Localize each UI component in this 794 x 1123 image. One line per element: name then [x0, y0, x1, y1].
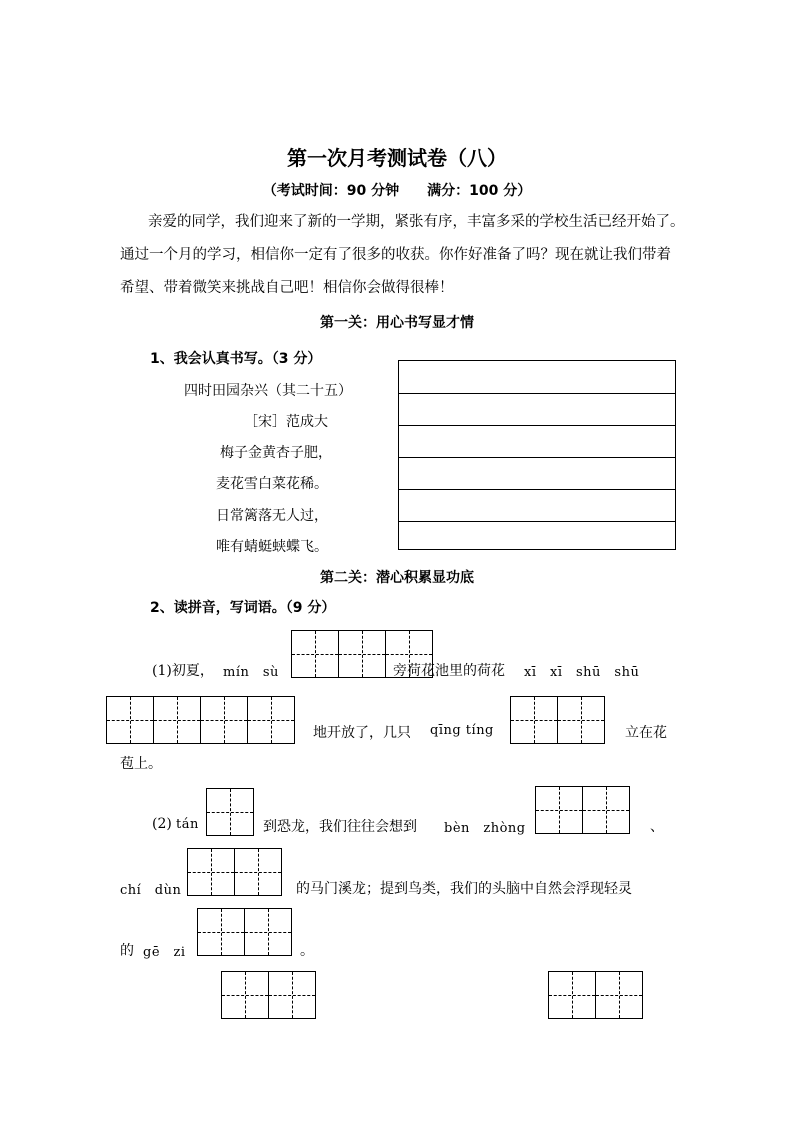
answer-grid-ben-zhong[interactable] [535, 786, 630, 834]
poem-line-3: 日常篱落无人过， [216, 508, 328, 524]
q2-p2-text-b: 到恐龙，我们往往会想到 [263, 819, 417, 835]
question-2-label: 2、读拼音，写词语。（9 分） [150, 600, 336, 616]
answer-grid-chi-dun[interactable] [187, 848, 282, 896]
writing-line [399, 489, 675, 490]
writing-line [399, 393, 675, 394]
pinyin-ge-zi: gē zi [143, 945, 186, 960]
poem-line-2: 麦花雪白菜花稀。 [216, 476, 328, 492]
pinyin-chi-dun: chí dùn [120, 883, 182, 898]
pinyin-xi-shu: xī xī shū shū [524, 665, 640, 680]
q2-p1-text-c: 地开放了，几只 [313, 725, 411, 741]
grid-cell[interactable] [206, 788, 254, 836]
poem-author: ［宋］范成大 [244, 414, 328, 430]
pinyin-ben-zhong: bèn zhòng [444, 821, 526, 836]
pinyin-tan: tán [176, 817, 199, 832]
grid-cell[interactable] [582, 786, 630, 834]
grid-cell[interactable] [338, 630, 386, 678]
q2-p1-text-e: 苞上。 [120, 756, 162, 772]
writing-line [399, 425, 675, 426]
grid-cell[interactable] [291, 630, 339, 678]
writing-line [399, 457, 675, 458]
page-title: 第一次月考测试卷（八） [287, 146, 507, 170]
grid-cell[interactable] [548, 971, 596, 1019]
grid-cell[interactable] [268, 971, 316, 1019]
grid-cell[interactable] [557, 696, 605, 744]
exam-info: （考试时间：90 分钟 满分：100 分） [262, 183, 532, 199]
answer-grid-tan[interactable] [206, 788, 254, 836]
section-1-heading: 第一关：用心书写显才情 [320, 315, 474, 331]
grid-cell[interactable] [510, 696, 558, 744]
grid-cell[interactable] [153, 696, 201, 744]
q2-p2-text-d: 的马门溪龙；提到鸟类，我们的头脑中自然会浮现轻灵 [296, 881, 632, 897]
writing-lines-box[interactable] [398, 360, 676, 550]
intro-line-2: 通过一个月的学习，相信你一定有了很多的收获。你作好准备了吗？现在就让我们带着 [120, 247, 671, 263]
pinyin-min-su: mín sù [223, 665, 279, 680]
section-2-heading: 第二关：潜心积累显功底 [320, 570, 474, 586]
pinyin-qing-ting: qīng tíng [430, 723, 494, 738]
answer-grid-ge-zi[interactable] [197, 908, 292, 956]
q2-p2-text-f: 。 [300, 943, 314, 959]
grid-cell[interactable] [200, 696, 248, 744]
intro-line-3: 希望、带着微笑来挑战自己吧！相信你会做得很棒！ [120, 280, 454, 296]
answer-grid-extra-right[interactable] [548, 971, 643, 1019]
q2-p2-text-e: 的 [120, 943, 134, 959]
poem-line-1: 梅子金黄杏子肥， [220, 445, 332, 461]
grid-cell[interactable] [234, 848, 282, 896]
grid-cell[interactable] [106, 696, 154, 744]
grid-cell[interactable] [197, 908, 245, 956]
q2-p2-text-c: 、 [650, 819, 664, 835]
intro-line-1: 亲爱的同学，我们迎来了新的一学期，紧张有序，丰富多采的学校生活已经开始了。 [148, 214, 685, 230]
answer-grid-qing-ting[interactable] [510, 696, 605, 744]
poem-line-4: 唯有蜻蜓蛱蝶飞。 [216, 539, 328, 555]
grid-cell[interactable] [535, 786, 583, 834]
grid-cell[interactable] [244, 908, 292, 956]
answer-grid-xi-shu[interactable] [106, 696, 295, 744]
q2-p2-text-a: (2) [152, 816, 172, 832]
q2-p1-text-b: 旁荷花池里的荷花 [393, 663, 505, 679]
q2-p1-text-d: 立在花 [625, 725, 667, 741]
question-1-label: 1、我会认真书写。（3 分） [150, 351, 322, 367]
poem-title: 四时田园杂兴（其二十五） [184, 383, 352, 399]
grid-cell[interactable] [221, 971, 269, 1019]
grid-cell[interactable] [595, 971, 643, 1019]
q2-p1-text-a: (1)初夏， [152, 663, 214, 679]
grid-cell[interactable] [247, 696, 295, 744]
grid-cell[interactable] [187, 848, 235, 896]
writing-line [399, 521, 675, 522]
answer-grid-extra-left[interactable] [221, 971, 316, 1019]
